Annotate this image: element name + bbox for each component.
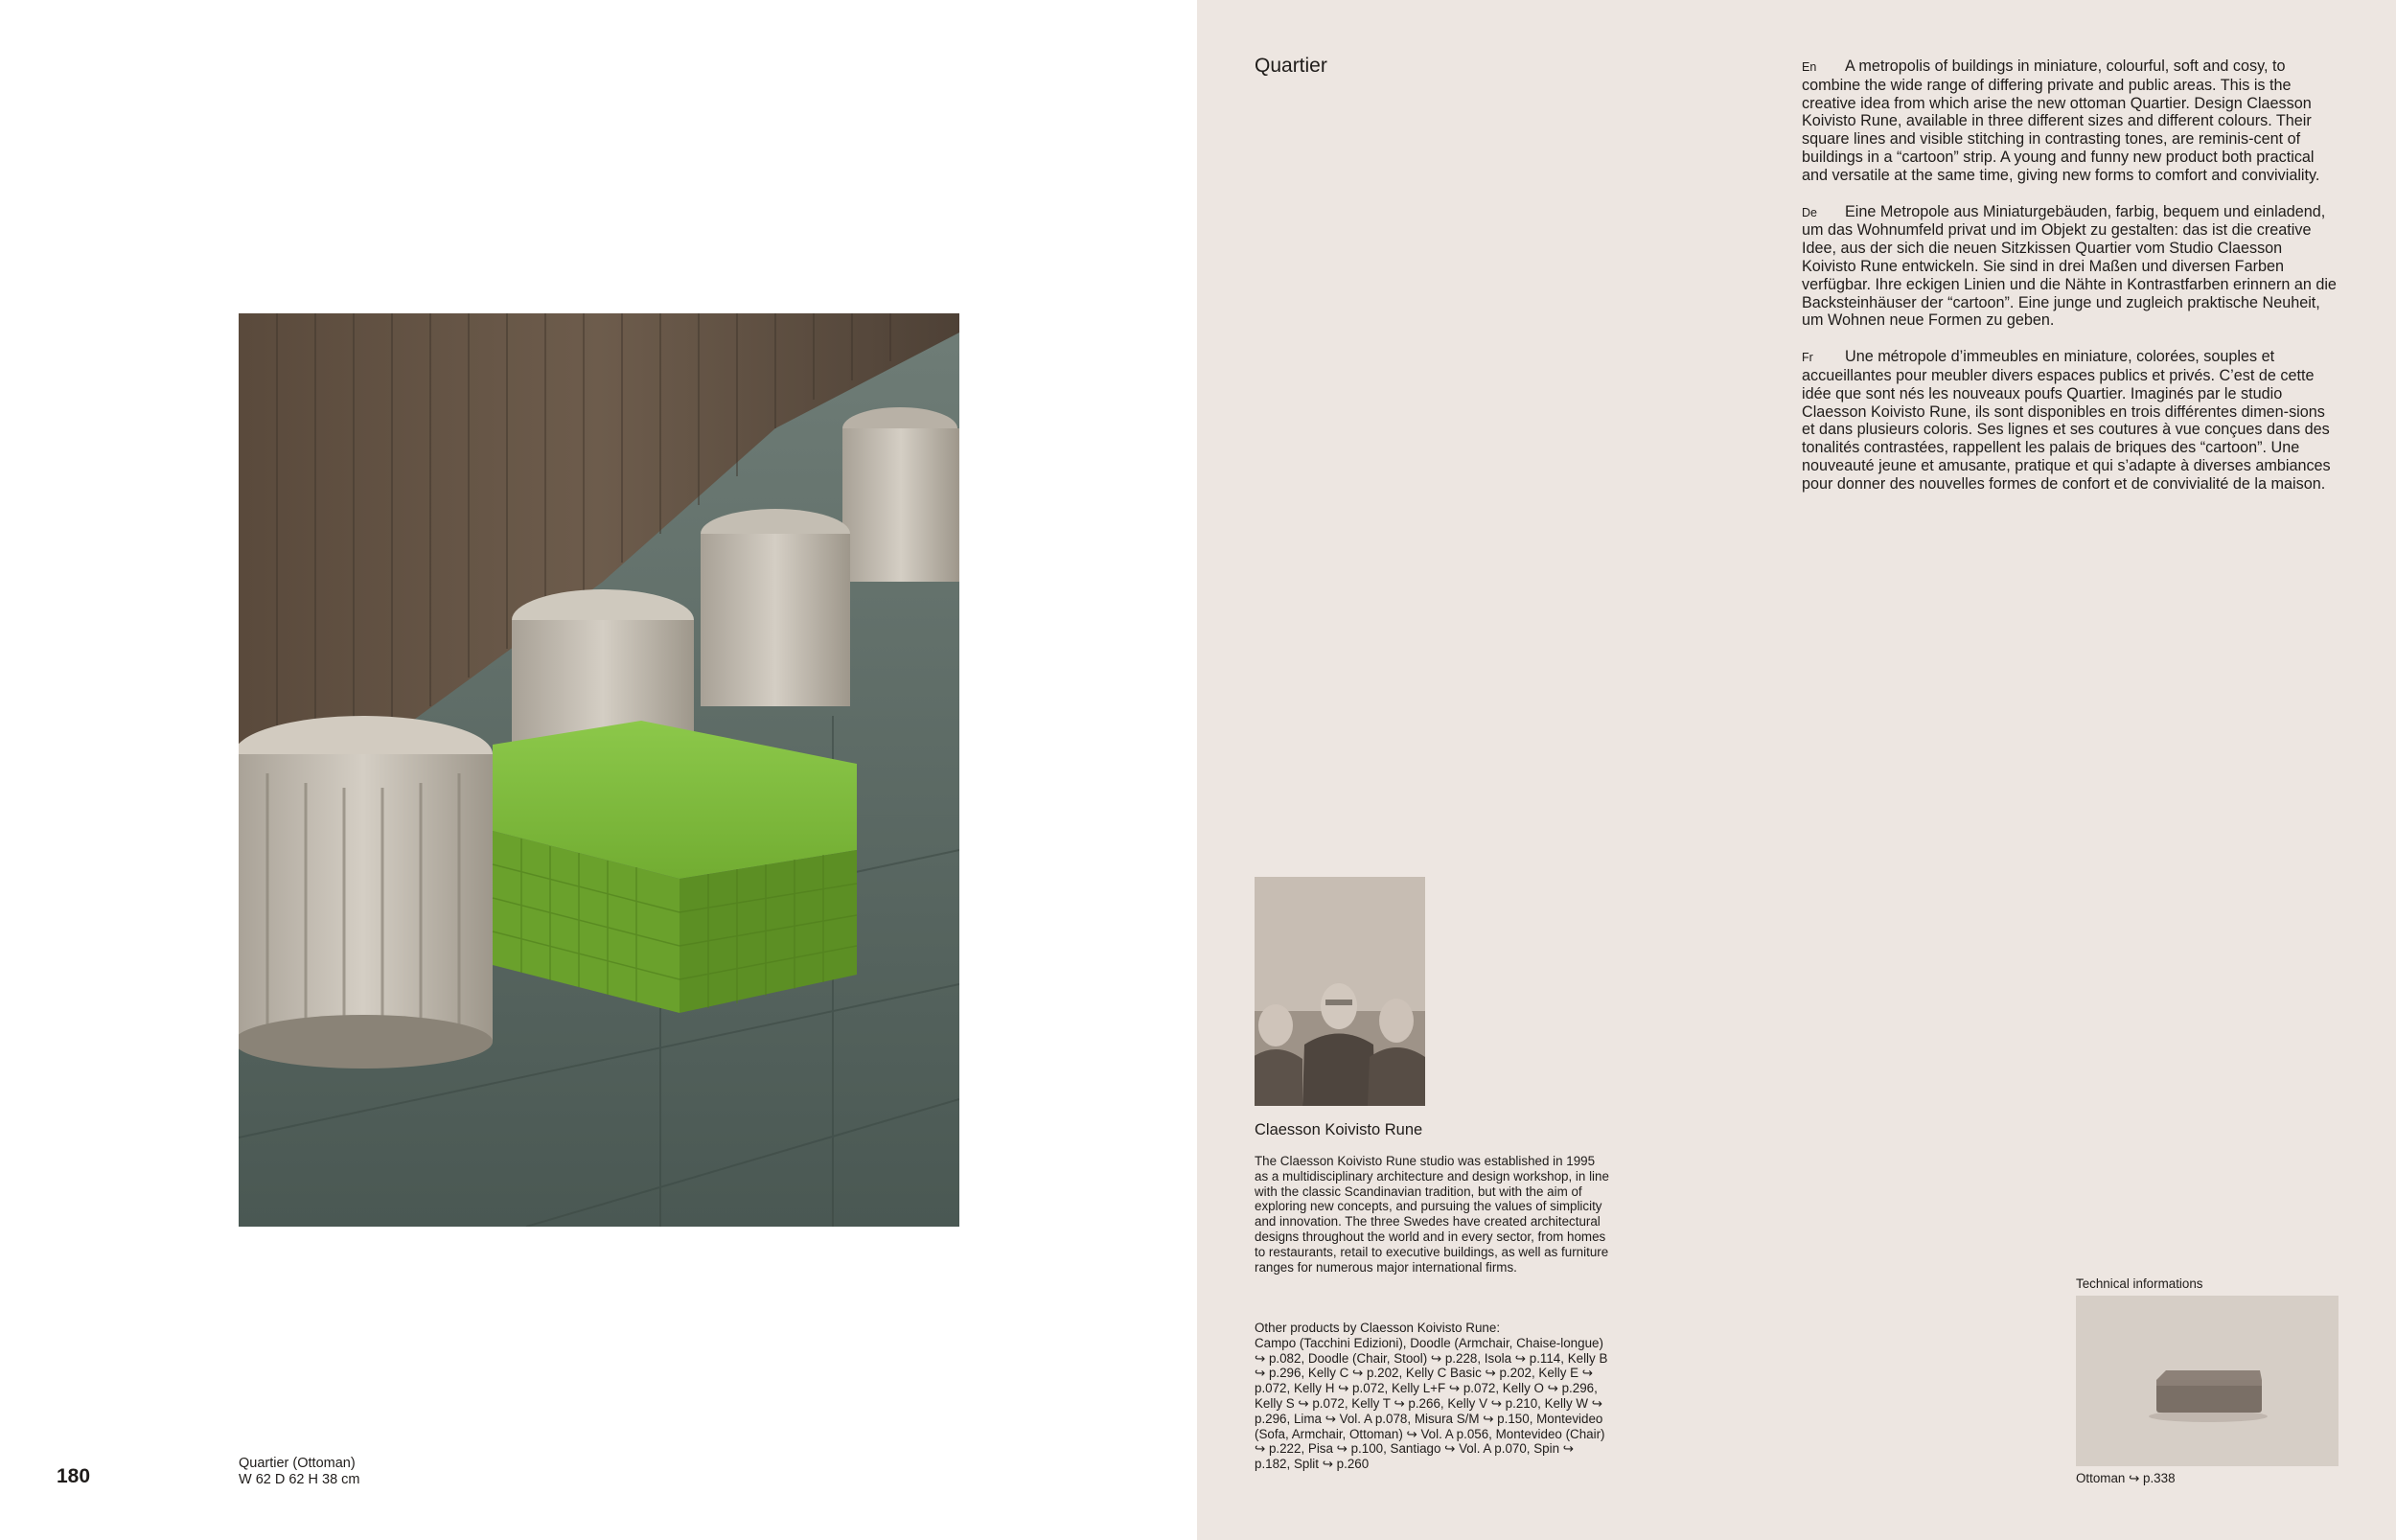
page-title: Quartier [1255, 55, 1327, 77]
paragraph-text: A metropolis of buildings in miniature, colourful, soft and cosy, to combine the wide range of differing private and public areas. This is the creative idea from which arise the new ottoman Quartier. Design Claesson Koivisto Rune, available in three different sizes and different colours. Their square lines and visible stitching in contrasting tones, are reminis-cent of buildings in a “cartoon” strip. A young and funny new product both practical and versatile at the same time, giving new forms to comfort and conviviality. [1802, 57, 2320, 184]
technical-info-label: Technical informations [2076, 1276, 2203, 1291]
ottoman-technical-photo-icon [2076, 1296, 2338, 1466]
technical-image [2076, 1296, 2338, 1466]
paragraph-de [1802, 203, 2340, 331]
other-products-list: Campo (Tacchini Edizioni), Doodle (Armchair, Chaise-longue) ↪ p.082, Doodle (Chair, Stool) ↪ p.228, Isola ↪ p.114, Kelly B ↪ p.296, Kelly C ↪ p.202, Kelly C Basic ↪ p.202, Kelly E ↪ p.072, Kelly H ↪ p.072, Kelly L+F ↪ p.072, Kelly O ↪ p.296, Kelly S ↪ p.072, Kelly T ↪ p.266, Kelly V ↪ p.210, Kelly W ↪ p.296, Lima ↪ Vol. A p.078, Misura S/M ↪ p.150, Montevideo (Sofa, Armchair, Ottoman) ↪ Vol. A p.056, Montevideo (Chair) ↪ p.222, Pisa ↪ p.100, Santiago ↪ Vol. A p.070, Spin ↪ p.182, Split ↪ p.260 [1255, 1335, 1608, 1472]
designer-name: Claesson Koivisto Rune [1255, 1121, 1423, 1138]
caption-dimensions: W 62 D 62 H 38 cm [239, 1472, 360, 1487]
paragraph-text: Eine Metropole aus Miniaturgebäuden, farbig, bequem und einladend, um das Wohnumfeld privat und im Objekt zu gestalten: das ist die creative Idee, aus der sich die neuen Sitzkissen Quartier vom Studio Claesson Koivisto Rune entwickeln. Sie sind in drei Maßen und diversen Farben verfügbar. Ihre eckigen Linien und die Nähte in Kontrastfarben erinnern an die Backsteinhäuser der “cartoon”. Eine junge und zugleich praktische Neuheit, um Wohnen neue Formen zu geben. [1802, 202, 2337, 330]
other-products-heading: Other products by Claesson Koivisto Rune: [1255, 1321, 1501, 1335]
designers-portrait [1255, 877, 1425, 1106]
product-caption [239, 1456, 360, 1488]
language-tag: En [1802, 60, 1817, 74]
paragraph-fr [1802, 348, 2340, 493]
technical-caption: Ottoman ↪ p.338 [2076, 1471, 2176, 1485]
designer-bio: The Claesson Koivisto Rune studio was established in 1995 as a multidisciplinary architecture and design workshop, in line with the classic Scandinavian tradition, but with the aim of exploring new concepts, and pursuing the values of simplicity and innovation. The three Swedes have created architectural designs throughout the world and in every sector, from homes to restaurants, retail to executive buildings, as well as furniture ranges for numerous major international firms. [1255, 1154, 1609, 1275]
paragraph-en [1802, 57, 2340, 185]
designers-portrait-photo-icon [1255, 877, 1425, 1106]
description-text [1802, 57, 2340, 512]
product-photo [239, 313, 959, 1227]
paragraph-text: Une métropole d’immeubles en miniature, colorées, souples et accueillantes pour meubler divers espaces publics et privés. C’est de cette idée que sont nés les nouveaux poufs Quartier. Imaginés par le studio Claesson Koivisto Rune, ils sont disponibles en trois différentes dimen-sions et dans plusieurs coloris. Ses lignes et ses coutures à vue conçues dans des tonalités contrastées, rappellent les palais de briques des “cartoon”. Une nouveauté jeune et amusante, pratique et qui s’adapte à diverses ambiances pour donner des nouvelles formes de confort et de convivialité de la maison. [1802, 348, 2331, 493]
caption-product-name: Quartier (Ottoman) [239, 1456, 356, 1471]
language-tag: De [1802, 205, 1817, 219]
product-photo-green-ottoman-icon [239, 313, 959, 1227]
language-tag: Fr [1802, 351, 1813, 365]
left-page [0, 0, 1197, 1540]
page-number: 180 [57, 1465, 91, 1487]
other-products [1255, 1321, 1609, 1472]
